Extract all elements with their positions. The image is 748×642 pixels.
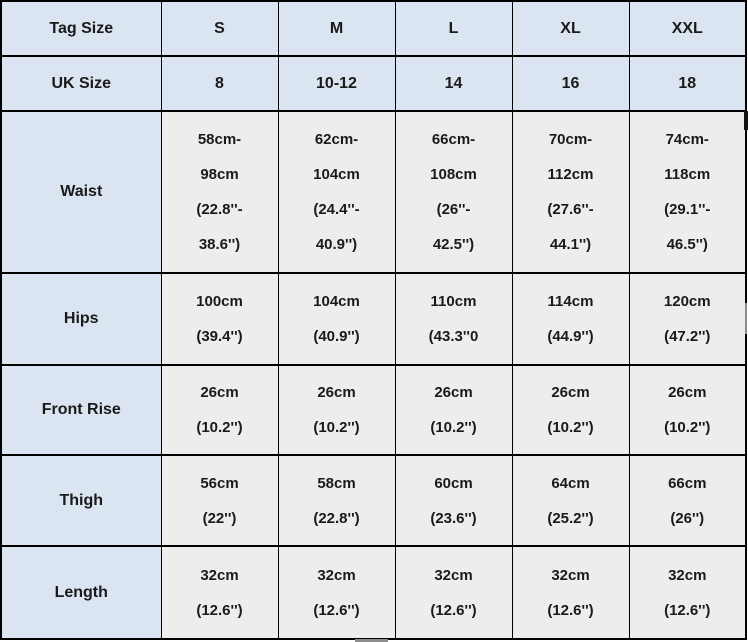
cell-line: 104cm bbox=[313, 166, 360, 183]
thigh-s bbox=[161, 455, 278, 546]
cell-line: (44.9'') bbox=[547, 328, 594, 345]
uk-size-xl: 16 bbox=[512, 56, 629, 111]
col-header-s: S bbox=[161, 1, 278, 56]
hips-s bbox=[161, 273, 278, 365]
cell-line: 100cm bbox=[196, 293, 243, 310]
cell-line: 120cm bbox=[663, 293, 711, 310]
cell-line: (24.4''- bbox=[313, 201, 360, 218]
cell-line: 32cm bbox=[668, 566, 707, 584]
vertical-scrollbar-thumb[interactable] bbox=[745, 303, 747, 334]
uk-size-xxl: 18 bbox=[629, 56, 746, 111]
cell-line: 70cm- bbox=[548, 131, 593, 148]
cell-line: 26cm bbox=[317, 384, 356, 401]
cell-line: (22.8'') bbox=[313, 509, 360, 527]
cell-line: (12.6'') bbox=[430, 601, 477, 619]
waist-l bbox=[395, 111, 512, 273]
cell-line: (12.6'') bbox=[547, 601, 594, 619]
length-m bbox=[278, 546, 395, 639]
cell-line: (22.8''- bbox=[196, 201, 243, 218]
cell-line: 46.5'') bbox=[666, 236, 708, 253]
cell-line: 32cm bbox=[317, 566, 356, 584]
waist-m bbox=[278, 111, 395, 273]
waist-xl bbox=[512, 111, 629, 273]
cell-line: 112cm bbox=[547, 166, 594, 183]
cell-line: (23.6'') bbox=[430, 509, 477, 527]
cell-line: 108cm bbox=[430, 166, 477, 183]
cell-line: 26cm bbox=[200, 384, 239, 401]
front-rise-m bbox=[278, 365, 395, 455]
cell-line: 32cm bbox=[434, 566, 473, 584]
vertical-scrollbar-thumb-dark[interactable] bbox=[744, 111, 748, 130]
cell-line: (12.6'') bbox=[196, 601, 243, 619]
cell-line: 26cm bbox=[551, 384, 590, 401]
cell-line: 60cm bbox=[434, 474, 473, 492]
row-label-tag-size: Tag Size bbox=[1, 1, 161, 56]
length-xxl bbox=[629, 546, 746, 639]
col-header-m: M bbox=[278, 1, 395, 56]
cell-line: (39.4'') bbox=[196, 328, 243, 345]
cell-line: 118cm bbox=[664, 166, 711, 183]
thigh-xl bbox=[512, 455, 629, 546]
cell-line: 26cm bbox=[668, 384, 707, 401]
thigh-m bbox=[278, 455, 395, 546]
cell-line: (25.2'') bbox=[547, 509, 594, 527]
cell-line: (10.2'') bbox=[664, 419, 711, 436]
table-row-front-rise bbox=[1, 365, 746, 455]
cell-line: 98cm bbox=[200, 166, 239, 183]
cell-line: 74cm- bbox=[665, 131, 709, 148]
cell-line: (47.2'') bbox=[664, 328, 711, 345]
cell-line: 40.9'') bbox=[315, 236, 358, 253]
table-row-thigh bbox=[1, 455, 746, 546]
table-row-tag-size bbox=[1, 1, 746, 56]
cell-line: 58cm bbox=[317, 474, 356, 492]
waist-s bbox=[161, 111, 278, 273]
cell-line: 104cm bbox=[313, 293, 360, 310]
front-rise-xxl bbox=[629, 365, 746, 455]
cell-line: 66cm- bbox=[431, 131, 476, 148]
cell-line: (43.3''0 bbox=[428, 328, 479, 345]
front-rise-xl bbox=[512, 365, 629, 455]
cell-line: 114cm bbox=[547, 293, 594, 310]
cell-line: 44.1'') bbox=[549, 236, 592, 253]
cell-line: 26cm bbox=[434, 384, 473, 401]
hips-m bbox=[278, 273, 395, 365]
col-header-xxl: XXL bbox=[629, 1, 746, 56]
front-rise-l bbox=[395, 365, 512, 455]
hips-l bbox=[395, 273, 512, 365]
cell-line: (29.1''- bbox=[664, 201, 711, 218]
hips-xxl bbox=[629, 273, 746, 365]
cell-line: 32cm bbox=[551, 566, 590, 584]
cell-line: (12.6'') bbox=[664, 601, 711, 619]
cell-line: 42.5'') bbox=[432, 236, 475, 253]
cell-line: (10.2'') bbox=[430, 419, 477, 436]
row-label-front-rise: Front Rise bbox=[1, 365, 161, 455]
cell-line: (40.9'') bbox=[313, 328, 360, 345]
cell-line: (26'') bbox=[670, 509, 705, 527]
table-row-hips bbox=[1, 273, 746, 365]
row-label-uk-size: UK Size bbox=[1, 56, 161, 111]
row-label-thigh: Thigh bbox=[1, 455, 161, 546]
table-row-uk-size bbox=[1, 56, 746, 111]
cell-line: (27.6''- bbox=[547, 201, 594, 218]
row-label-length: Length bbox=[1, 546, 161, 639]
cell-line: 64cm bbox=[551, 474, 590, 492]
cell-line: 38.6'') bbox=[198, 236, 241, 253]
cell-line: 62cm- bbox=[314, 131, 359, 148]
length-l bbox=[395, 546, 512, 639]
front-rise-s bbox=[161, 365, 278, 455]
cell-line: 66cm bbox=[668, 474, 707, 492]
cell-line: (10.2'') bbox=[547, 419, 594, 436]
cell-line: (10.2'') bbox=[313, 419, 360, 436]
waist-xxl bbox=[629, 111, 746, 273]
cell-line: (12.6'') bbox=[313, 601, 360, 619]
uk-size-s: 8 bbox=[161, 56, 278, 111]
cell-line: 56cm bbox=[200, 474, 239, 492]
row-label-waist: Waist bbox=[1, 111, 161, 273]
row-label-hips: Hips bbox=[1, 273, 161, 365]
cell-line: 110cm bbox=[430, 293, 477, 310]
thigh-l bbox=[395, 455, 512, 546]
table-row-length bbox=[1, 546, 746, 639]
cell-line: 58cm- bbox=[197, 131, 242, 148]
col-header-xl: XL bbox=[512, 1, 629, 56]
table-row-waist bbox=[1, 111, 746, 273]
length-xl bbox=[512, 546, 629, 639]
cell-line: (26''- bbox=[436, 201, 471, 218]
cell-line: (22'') bbox=[202, 509, 237, 527]
length-s bbox=[161, 546, 278, 639]
uk-size-m: 10-12 bbox=[278, 56, 395, 111]
hips-xl bbox=[512, 273, 629, 365]
cell-line: 32cm bbox=[200, 566, 239, 584]
col-header-l: L bbox=[395, 1, 512, 56]
cell-line: (10.2'') bbox=[196, 419, 243, 436]
thigh-xxl bbox=[629, 455, 746, 546]
uk-size-l: 14 bbox=[395, 56, 512, 111]
